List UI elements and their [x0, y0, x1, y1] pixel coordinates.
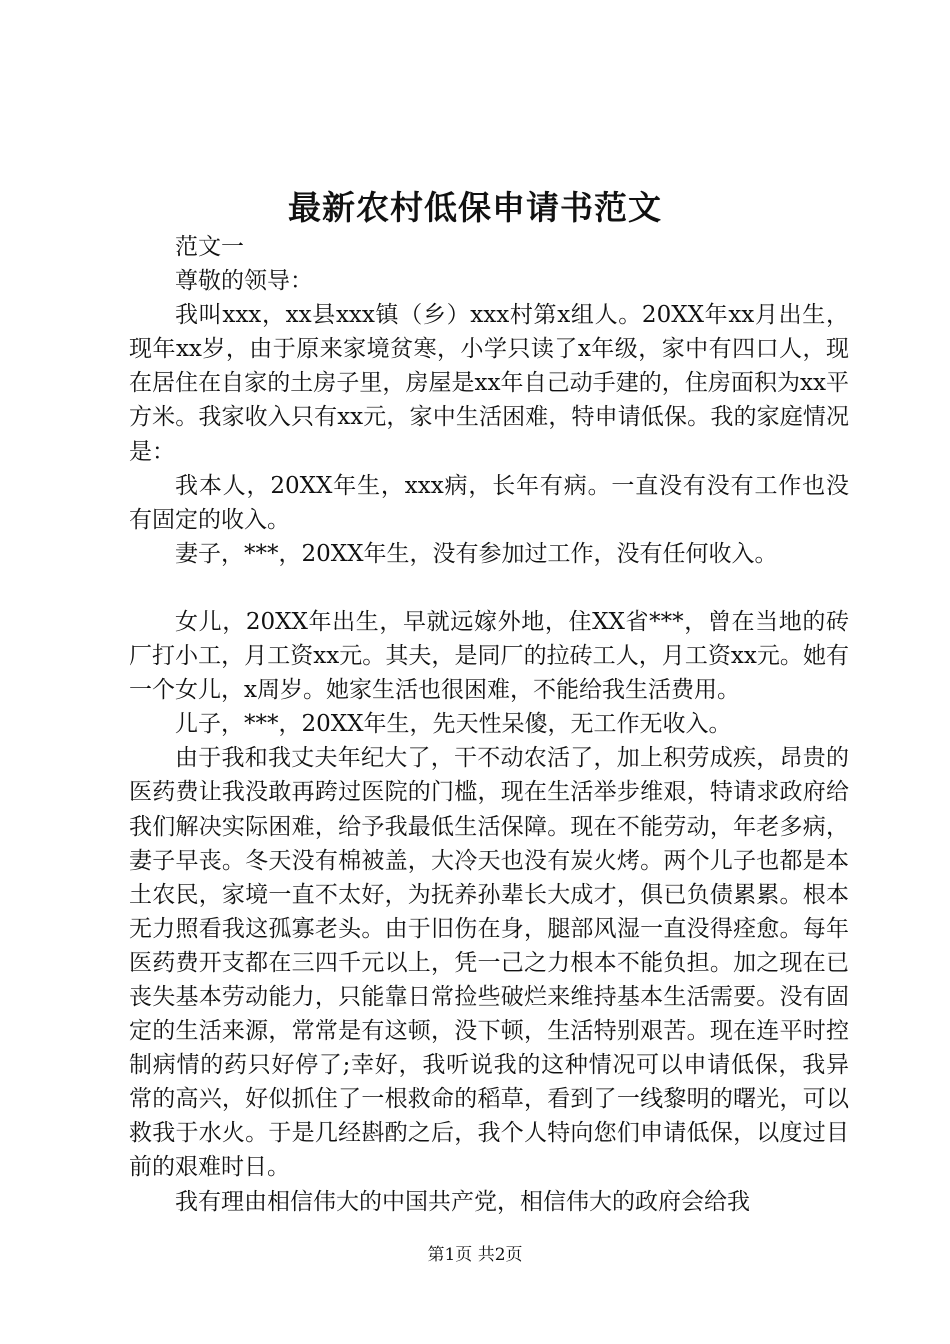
paragraph-son: 儿子，***，20XX年生，先天性呆傻，无工作无收入。: [175, 711, 732, 738]
document-title: 最新农村低保申请书范文: [288, 188, 662, 227]
salutation: 尊敬的领导：: [175, 268, 313, 295]
paragraph-intro: 我叫xxx，xx县xxx镇（乡）xxx村第x组人。20XX年xx月出生，现年xx岁，由于原来家境贫寒，小学只读了x年级，家中有四口人，现在居住在自家的土房子里，房屋是xx年自己动手建的，住房面积为xx平方米。我家收入只有xx元，家中生活困难，特申请低保。我的家庭情况是：: [129, 302, 849, 465]
paragraph-closing: 我有理由相信伟大的中国共产党，相信伟大的政府会给我: [175, 1188, 750, 1215]
paragraph-self: 我本人，20XX年生，xxx病，长年有病。一直没有没有工作也没有固定的收入。: [129, 472, 849, 533]
section-label: 范文一: [175, 234, 244, 260]
document-body: [129, 230, 849, 1219]
paragraph-wife: 妻子，***，20XX年生，没有参加过工作，没有任何收入。: [175, 540, 778, 567]
paragraph-daughter: 女儿，20XX年出生，早就远嫁外地，住XX省***，曾在当地的砖厂打小工，月工资xx元。其夫，是同厂的拉砖工人，月工资xx元。她有一个女儿，x周岁。她家生活也很困难，不能给我生活费用。: [129, 608, 849, 704]
page-number: 第1页 共2页: [427, 1245, 523, 1265]
paragraph-hardship: 由于我和我丈夫年纪大了，干不动农活了，加上积劳成疾，昂贵的医药费让我没敢再跨过医院的门槛，现在生活举步维艰，特请求政府给我们解决实际困难，给予我最低生活保障。现在不能劳动，年老多病，妻子早丧。冬天没有棉被盖，大冷天也没有炭火烤。两个儿子也都是本土农民，家境一直不太好，为抚养孙辈长大成才，俱已负债累累。根本无力照看我这孤寡老头。由于旧伤在身，腿部风湿一直没得痊愈。每年医药费开支都在三四千元以上，凭一己之力根本不能负担。加之现在已丧失基本劳动能力，只能靠日常捡些破烂来维持基本生活需要。没有固定的生活来源，常常是有这顿，没下顿，生活特别艰苦。现在连平时控制病情的药只好停了;幸好，我听说我的这种情况可以申请低保，我异常的高兴，好似抓住了一根救命的稻草，看到了一线黎明的曙光，可以救我于水火。于是几经斟酌之后，我个人特向您们申请低保，以度过目前的艰难时日。: [129, 745, 849, 1181]
